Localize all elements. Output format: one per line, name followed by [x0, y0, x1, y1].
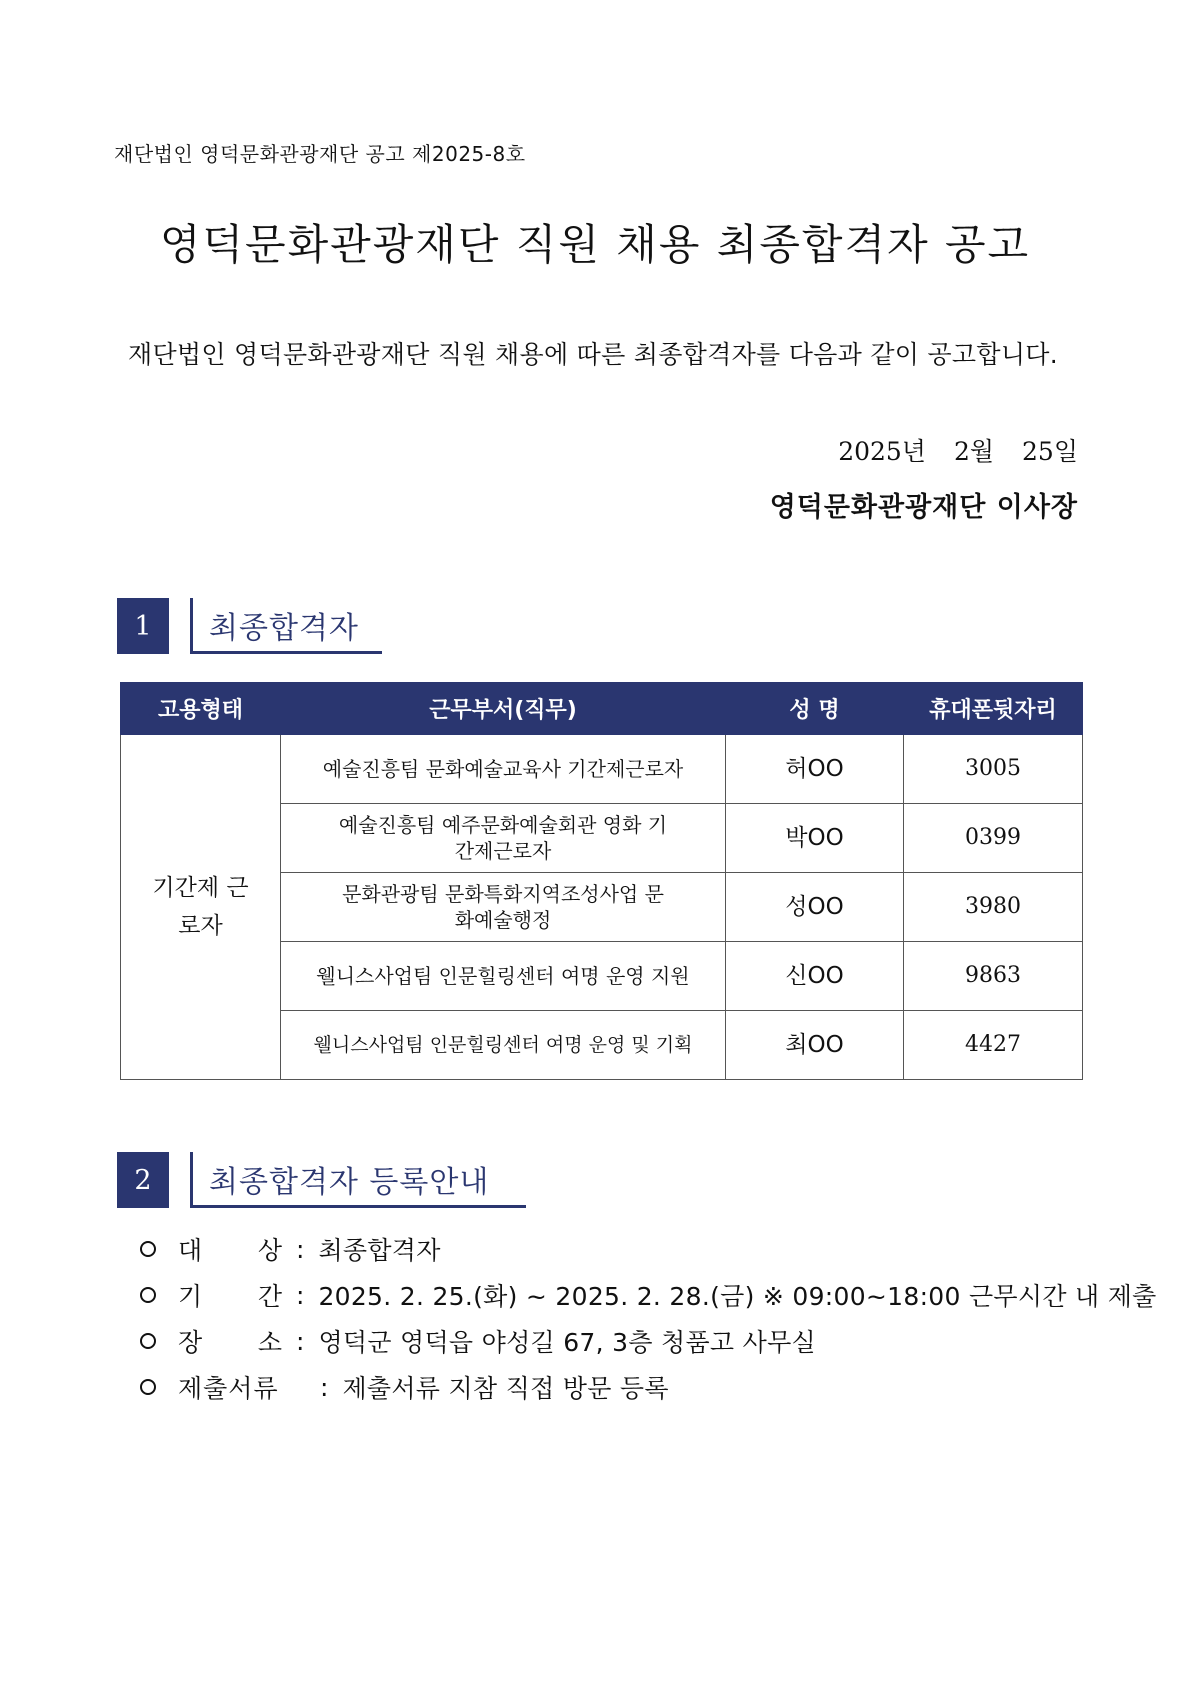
info-label: 제출서류 — [178, 1374, 279, 1403]
info-label — [178, 1231, 282, 1267]
announcement-date — [838, 432, 1078, 468]
phone-cell: 0399 — [904, 804, 1083, 873]
employment-type-cell: 기간제 근로자 — [121, 735, 281, 1080]
info-label — [178, 1277, 282, 1313]
table-header-row — [121, 683, 1083, 735]
info-label-char: 상 — [257, 1236, 282, 1265]
section-1-number: 1 — [117, 598, 169, 654]
name-cell: 성OO — [726, 873, 904, 942]
issuer: 영덕문화관광재단 이사장 — [769, 492, 1078, 523]
circle-bullet-icon — [140, 1287, 156, 1303]
section-2-heading — [190, 1152, 526, 1208]
date-day: 25일 — [1022, 437, 1078, 466]
info-label-char: 기 — [178, 1282, 203, 1311]
registration-info-list — [140, 1226, 1157, 1410]
phone-cell: 3980 — [904, 873, 1083, 942]
results-table — [120, 682, 1083, 1080]
date-year: 2025년 — [838, 437, 926, 466]
circle-bullet-icon — [140, 1379, 156, 1395]
dept-cell: 웰니스사업팀 인문힐링센터 여명 운영 및 기획 — [281, 1011, 726, 1080]
dept-cell: 문화관광팀 문화특화지역조성사업 문화예술행정 — [281, 873, 726, 942]
colon: : — [296, 1280, 305, 1310]
name-cell: 허OO — [726, 735, 904, 804]
table-row — [121, 735, 1083, 804]
notice-number: 재단법인 영덕문화관광재단 공고 제2025-8호 — [114, 142, 526, 166]
page-title: 영덕문화관광재단 직원 채용 최종합격자 공고 — [159, 220, 1031, 269]
circle-bullet-icon — [140, 1241, 156, 1257]
info-label-char: 간 — [257, 1282, 282, 1311]
info-label-char: 대 — [178, 1236, 203, 1265]
section-1-title: 최종합격자 — [209, 610, 359, 646]
info-label-char: 장 — [178, 1328, 203, 1357]
colon: : — [296, 1234, 305, 1264]
info-item-place — [140, 1318, 1157, 1364]
info-value: 2025. 2. 25.(화) ~ 2025. 2. 28.(금) ※ 09:00~18:00 근무시간 내 제출 — [318, 1282, 1157, 1311]
phone-cell: 4427 — [904, 1011, 1083, 1080]
phone-cell: 9863 — [904, 942, 1083, 1011]
info-item-target — [140, 1226, 1157, 1272]
info-value: 최종합격자 — [318, 1236, 441, 1265]
dept-cell: 웰니스사업팀 인문힐링센터 여명 운영 지원 — [281, 942, 726, 1011]
info-value: 제출서류 지참 직접 방문 등록 — [342, 1374, 669, 1403]
info-value: 영덕군 영덕읍 야성길 67, 3층 청품고 사무실 — [318, 1328, 816, 1357]
column-header: 고용형태 — [121, 683, 281, 735]
dept-cell: 예술진흥팀 예주문화예술회관 영화 기간제근로자 — [281, 804, 726, 873]
section-2-number: 2 — [117, 1152, 169, 1208]
column-header: 근무부서(직무) — [281, 683, 726, 735]
date-month: 2월 — [953, 437, 995, 466]
circle-bullet-icon — [140, 1333, 156, 1349]
column-header: 휴대폰뒷자리 — [904, 683, 1083, 735]
dept-cell: 예술진흥팀 문화예술교육사 기간제근로자 — [281, 735, 726, 804]
info-label-char: 소 — [257, 1328, 282, 1357]
colon: : — [296, 1326, 305, 1356]
intro-text: 재단법인 영덕문화관광재단 직원 채용에 따른 최종합격자를 다음과 같이 공고합니다. — [128, 340, 1058, 369]
name-cell: 최OO — [726, 1011, 904, 1080]
section-1-heading — [190, 598, 382, 654]
info-item-documents — [140, 1364, 1157, 1410]
column-header: 성 명 — [726, 683, 904, 735]
name-cell: 박OO — [726, 804, 904, 873]
section-2-title: 최종합격자 등록안내 — [209, 1164, 490, 1200]
info-item-period — [140, 1272, 1157, 1318]
info-label — [178, 1323, 282, 1359]
colon: : — [320, 1372, 329, 1402]
name-cell: 신OO — [726, 942, 904, 1011]
phone-cell: 3005 — [904, 735, 1083, 804]
